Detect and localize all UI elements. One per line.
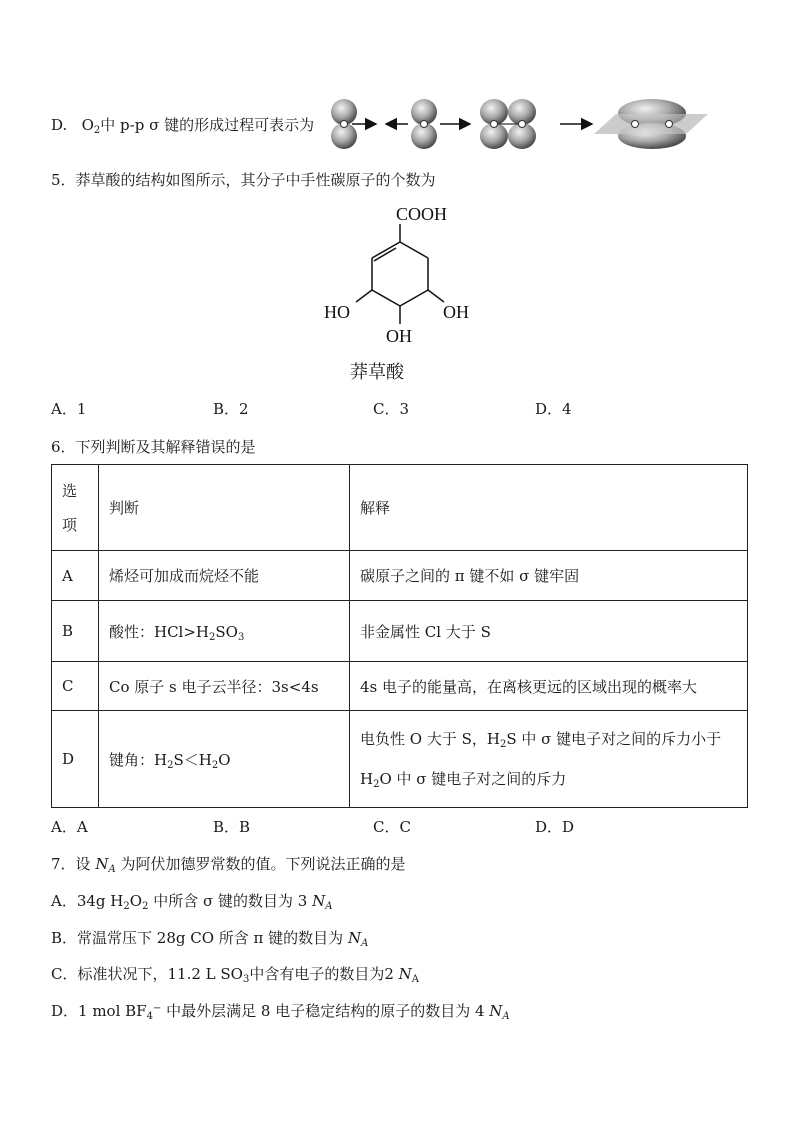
q6-option-a: A．A [51, 818, 88, 836]
p-p-sigma-bond-diagram [320, 92, 720, 156]
table-header-row [52, 465, 748, 551]
oh-bottom-label: OH [386, 326, 412, 346]
q6-option-b: B．B [213, 818, 251, 836]
molecule-caption: 莽草酸 [350, 362, 404, 383]
header-judgement: 判断 [99, 465, 350, 551]
q6-option-c: C．C [373, 818, 411, 836]
q5-stem: 5．莽草酸的结构如图所示，其分子中手性碳原子的个数为 [51, 171, 436, 189]
q6-stem: 6．下列判断及其解释错误的是 [51, 438, 256, 456]
bonded-orbital [594, 99, 708, 149]
q7-option-d: D．1 mol $BF_4^-$ 中最外层满足 8 电子稳定结构的原子的数目为 4 $N_A$ [51, 1002, 510, 1022]
q5-option-c: C．3 [373, 400, 410, 418]
shikimic-acid-structure [300, 196, 500, 356]
header-explanation: 解释 [350, 465, 748, 551]
q7-option-b: B．常温常压下 28g CO 所含 π 键的数目为 $N_A$ [51, 929, 369, 949]
q5-option-b: B．2 [213, 400, 249, 418]
table-row: D 键角：$H_2S<H_2O$ 电负性 O 大于 S，$H_2S$ 中 σ 键电子对之间的斥力小于 $H_2O$ 中 σ 键电子对之间的斥力 [52, 711, 748, 808]
q6-table [51, 464, 748, 808]
p-orbital-pair [480, 99, 536, 149]
q7-stem: 7．设 $N_A$ 为阿伏加德罗常数的值。下列说法正确的是 [51, 855, 406, 875]
ho-left-label: HO [324, 302, 350, 322]
q5-option-d: D．4 [535, 400, 572, 418]
table-row: A 烯烃可加成而烷烃不能 碳原子之间的 π 键不如 σ 键牢固 [52, 551, 748, 601]
cooh-label: COOH [396, 204, 448, 224]
table-row: B 酸性：$HCl>H_2SO_3$ 非金属性 Cl 大于 S [52, 601, 748, 662]
p-orbital-2 [411, 99, 437, 149]
q6-options [51, 817, 671, 837]
header-option: 选 项 [52, 465, 99, 551]
q5-option-a: A．1 [51, 400, 87, 418]
q6-option-d: D．D [535, 818, 575, 836]
q5-options [51, 399, 671, 419]
table-row: C Co 原子 s 电子云半径：3s<4s 4s 电子的能量高，在离核更远的区域出现的概率大 [52, 662, 748, 711]
oh-right-label: OH [443, 302, 469, 322]
q7-option-a: A．34g $H_2O_2$ 中所含 σ 键的数目为 3 $N_A$ [51, 892, 333, 912]
q7-option-c: C．标准状况下，11.2 L $SO_3$中含有电子的数目为2 $N_A$ [51, 965, 419, 985]
q4-option-d: D. $O_2$中 p-p σ 键的形成过程可表示为 [51, 116, 315, 136]
